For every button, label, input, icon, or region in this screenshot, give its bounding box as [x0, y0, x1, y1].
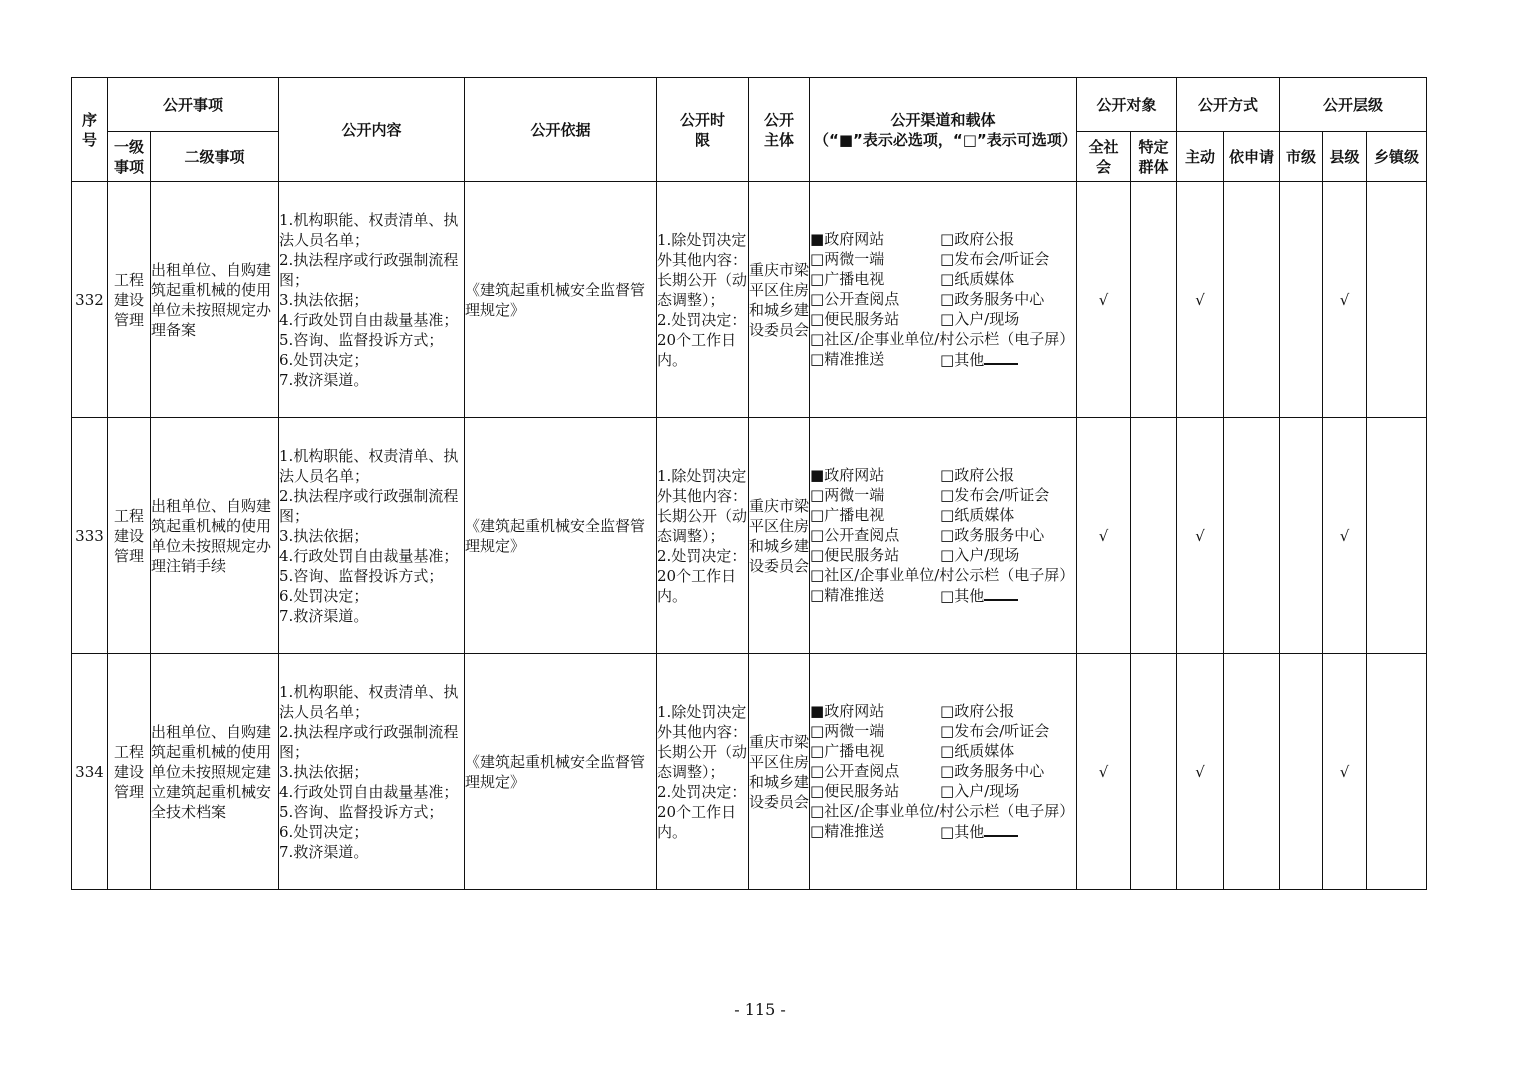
channel-option: □政府公报	[940, 466, 1015, 484]
mark-method-active: √	[1177, 654, 1224, 890]
header-items: 公开事项	[108, 78, 279, 132]
row-subject: 重庆市梁平区住房和城乡建设委员会	[749, 418, 810, 654]
content-line: 3.执法依据；	[279, 290, 369, 309]
limit-line: 2.处罚决定：20个工作日内。	[657, 310, 747, 369]
channel-option: □政府公报	[940, 230, 1015, 248]
content-line: 7.救济渠道。	[279, 842, 369, 861]
mark-level-city	[1280, 182, 1323, 418]
mark-method-active: √	[1177, 418, 1224, 654]
row-content	[279, 654, 465, 890]
header-level-county: 县级	[1323, 132, 1367, 182]
limit-line: 1.除处罚决定外其他内容：长期公开（动态调整）；	[657, 702, 748, 781]
limit-line: 1.除处罚决定外其他内容：长期公开（动态调整）；	[657, 230, 748, 309]
limit-line: 2.处罚决定：20个工作日内。	[657, 782, 747, 841]
header-method-active: 主动	[1177, 132, 1224, 182]
header-channel-title: 公开渠道和载体	[890, 110, 996, 129]
row-level2: 出租单位、自购建筑起重机械的使用单位未按照规定建立建筑起重机械安全技术档案	[151, 654, 279, 890]
header-basis: 公开依据	[465, 78, 657, 182]
content-line: 1.机构职能、权责清单、执法人员名单；	[279, 446, 459, 485]
row-channels	[810, 182, 1077, 418]
channel-option: □两微一端	[810, 250, 885, 268]
row-subject: 重庆市梁平区住房和城乡建设委员会	[749, 182, 810, 418]
content-line: 6.处罚决定；	[279, 586, 369, 605]
mark-level-town	[1367, 418, 1427, 654]
channel-option: □两微一端	[810, 722, 885, 740]
channel-option: □纸质媒体	[940, 506, 1015, 524]
channel-option: □发布会/听证会	[940, 250, 1050, 268]
channel-option: □精准推送	[810, 822, 885, 840]
channel-option: □精准推送	[810, 586, 885, 604]
mark-method-apply	[1224, 182, 1280, 418]
mark-method-apply	[1224, 654, 1280, 890]
header-level2: 二级事项	[151, 132, 279, 182]
blank-underline	[984, 585, 1018, 601]
channel-option: □政府公报	[940, 702, 1015, 720]
channel-option: □公开查阅点	[810, 762, 900, 780]
header-seq: 序号	[72, 78, 108, 182]
row-level2: 出租单位、自购建筑起重机械的使用单位未按照规定办理备案	[151, 182, 279, 418]
header-level1: 一级事项	[108, 132, 151, 182]
channel-option: □公开查阅点	[810, 290, 900, 308]
channel-option: □便民服务站	[810, 546, 900, 564]
row-number: 333	[72, 418, 108, 654]
channel-option: ■政府网站	[810, 466, 885, 484]
channel-option: □入户/现场	[940, 310, 1020, 328]
content-line: 6.处罚决定；	[279, 822, 369, 841]
row-channels	[810, 654, 1077, 890]
channel-option: □社区/企事业单位/村公示栏（电子屏）	[810, 330, 1075, 348]
channel-option: □广播电视	[810, 506, 885, 524]
mark-level-city	[1280, 654, 1323, 890]
channel-option: □两微一端	[810, 486, 885, 504]
content-line: 3.执法依据；	[279, 526, 369, 545]
header-limit: 公开时限	[657, 78, 749, 182]
row-content	[279, 182, 465, 418]
row-number: 332	[72, 182, 108, 418]
row-basis: 《建筑起重机械安全监督管理规定》	[465, 182, 657, 418]
header-target-special: 特定群体	[1131, 132, 1177, 182]
mark-target-all: √	[1077, 182, 1131, 418]
content-line: 3.执法依据；	[279, 762, 369, 781]
channel-option: □社区/企事业单位/村公示栏（电子屏）	[810, 802, 1075, 820]
mark-method-active: √	[1177, 182, 1224, 418]
row-level1: 工程建设管理	[108, 654, 151, 890]
mark-level-city	[1280, 418, 1323, 654]
blank-underline	[984, 821, 1018, 837]
header-channel-note: （“■”表示必选项，“□”表示可选项）	[814, 130, 1077, 149]
channel-option: □纸质媒体	[940, 742, 1015, 760]
channel-option: □社区/企事业单位/村公示栏（电子屏）	[810, 566, 1075, 584]
table-row	[72, 654, 1427, 890]
row-channels	[810, 418, 1077, 654]
mark-level-county: √	[1323, 654, 1367, 890]
row-limit	[657, 418, 749, 654]
content-line: 5.咨询、监督投诉方式；	[279, 330, 444, 349]
channel-option: ■政府网站	[810, 230, 885, 248]
content-line: 1.机构职能、权责清单、执法人员名单；	[279, 682, 459, 721]
channel-option: □精准推送	[810, 350, 885, 368]
content-line: 4.行政处罚自由裁量基准；	[279, 782, 459, 801]
content-line: 7.救济渠道。	[279, 606, 369, 625]
header-target: 公开对象	[1077, 78, 1177, 132]
mark-level-town	[1367, 182, 1427, 418]
limit-line: 1.除处罚决定外其他内容：长期公开（动态调整）；	[657, 466, 748, 545]
header-level-city: 市级	[1280, 132, 1323, 182]
content-line: 4.行政处罚自由裁量基准；	[279, 310, 459, 329]
row-level1: 工程建设管理	[108, 418, 151, 654]
disclosure-table	[71, 77, 1427, 890]
header-method: 公开方式	[1177, 78, 1280, 132]
mark-target-all: √	[1077, 418, 1131, 654]
mark-target-special	[1131, 654, 1177, 890]
content-line: 6.处罚决定；	[279, 350, 369, 369]
mark-level-town	[1367, 654, 1427, 890]
channel-option: □广播电视	[810, 742, 885, 760]
channel-option: □广播电视	[810, 270, 885, 288]
header-content: 公开内容	[279, 78, 465, 182]
page-number: - 115 -	[734, 1000, 786, 1019]
limit-line: 2.处罚决定：20个工作日内。	[657, 546, 747, 605]
channel-option-other	[940, 821, 1070, 842]
channel-option: □便民服务站	[810, 310, 900, 328]
channel-other-label: □其他	[940, 351, 985, 369]
row-basis: 《建筑起重机械安全监督管理规定》	[465, 418, 657, 654]
channel-option: ■政府网站	[810, 702, 885, 720]
header-subject: 公开主体	[749, 78, 810, 182]
content-line: 1.机构职能、权责清单、执法人员名单；	[279, 210, 459, 249]
content-line: 7.救济渠道。	[279, 370, 369, 389]
row-number: 334	[72, 654, 108, 890]
channel-option: □政务服务中心	[940, 526, 1045, 544]
row-limit	[657, 654, 749, 890]
content-line: 2.执法程序或行政强制流程图；	[279, 722, 459, 761]
channel-option-other	[940, 585, 1070, 606]
header-target-all: 全社会	[1077, 132, 1131, 182]
mark-level-county: √	[1323, 182, 1367, 418]
content-line: 4.行政处罚自由裁量基准；	[279, 546, 459, 565]
channel-option: □发布会/听证会	[940, 722, 1050, 740]
channel-option-other	[940, 349, 1070, 370]
mark-level-county: √	[1323, 418, 1367, 654]
table-row	[72, 418, 1427, 654]
channel-option: □政务服务中心	[940, 290, 1045, 308]
mark-method-apply	[1224, 418, 1280, 654]
header-level: 公开层级	[1280, 78, 1427, 132]
header-channel	[810, 78, 1077, 182]
header-level-town: 乡镇级	[1367, 132, 1427, 182]
channel-other-label: □其他	[940, 587, 985, 605]
content-line: 2.执法程序或行政强制流程图；	[279, 250, 459, 289]
channel-other-label: □其他	[940, 823, 985, 841]
mark-target-special	[1131, 182, 1177, 418]
content-line: 5.咨询、监督投诉方式；	[279, 566, 444, 585]
row-limit	[657, 182, 749, 418]
mark-target-special	[1131, 418, 1177, 654]
content-line: 2.执法程序或行政强制流程图；	[279, 486, 459, 525]
row-subject: 重庆市梁平区住房和城乡建设委员会	[749, 654, 810, 890]
channel-option: □入户/现场	[940, 782, 1020, 800]
row-content	[279, 418, 465, 654]
row-level1: 工程建设管理	[108, 182, 151, 418]
channel-option: □入户/现场	[940, 546, 1020, 564]
channel-option: □发布会/听证会	[940, 486, 1050, 504]
channel-option: □公开查阅点	[810, 526, 900, 544]
header-row-1	[72, 78, 1427, 132]
channel-option: □便民服务站	[810, 782, 900, 800]
content-line: 5.咨询、监督投诉方式；	[279, 802, 444, 821]
mark-target-all: √	[1077, 654, 1131, 890]
channel-option: □政务服务中心	[940, 762, 1045, 780]
row-level2: 出租单位、自购建筑起重机械的使用单位未按照规定办理注销手续	[151, 418, 279, 654]
row-basis: 《建筑起重机械安全监督管理规定》	[465, 654, 657, 890]
header-method-apply: 依申请	[1224, 132, 1280, 182]
table-row	[72, 182, 1427, 418]
blank-underline	[984, 349, 1018, 365]
channel-option: □纸质媒体	[940, 270, 1015, 288]
